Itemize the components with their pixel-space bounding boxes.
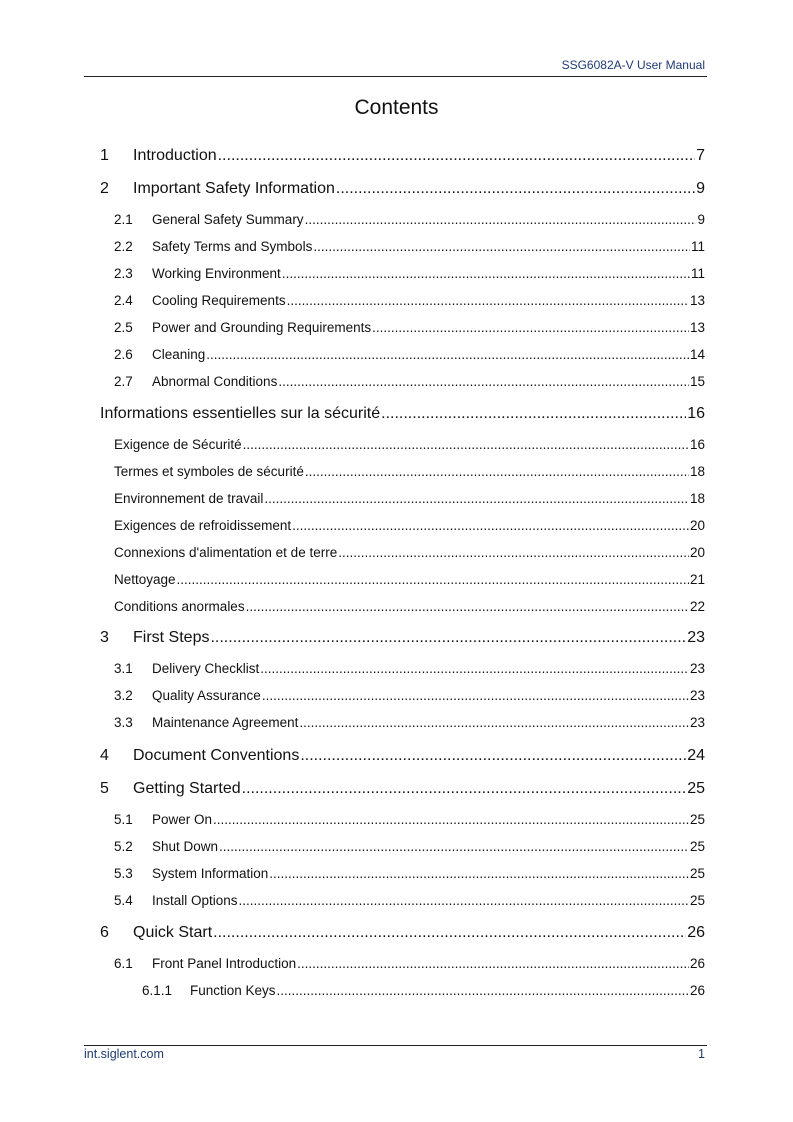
toc-entry[interactable] <box>100 629 705 647</box>
toc-entry-page: 23 <box>689 715 705 730</box>
toc-entry-label: Function Keys <box>190 983 276 998</box>
toc-entry[interactable] <box>114 599 705 614</box>
toc-entry-page: 25 <box>687 780 705 797</box>
toc-leader-dots <box>210 629 686 647</box>
toc-entry-label: First Steps <box>133 629 210 646</box>
toc-entry-page: 23 <box>689 688 705 703</box>
toc-leader-dots <box>282 266 690 281</box>
toc-leader-dots <box>297 956 689 971</box>
toc-entry-label: Power On <box>152 812 213 827</box>
toc-entry[interactable] <box>114 893 705 908</box>
toc-entry-page: 16 <box>689 437 705 452</box>
toc-leader-dots <box>277 983 689 998</box>
toc-entry-number: 3.3 <box>114 715 152 730</box>
toc-entry[interactable] <box>114 374 705 389</box>
toc-entry-label: Nettoyage <box>114 572 176 587</box>
toc-entry-number: 2.3 <box>114 266 152 281</box>
toc-entry-label: Working Environment <box>152 266 281 281</box>
toc-entry[interactable] <box>114 812 705 827</box>
toc-leader-dots <box>243 437 689 452</box>
footer-rule <box>84 1045 707 1046</box>
toc-entry-page: 11 <box>690 266 705 281</box>
toc-entry-number: 2.2 <box>114 239 152 254</box>
toc-entry-page: 20 <box>689 545 705 560</box>
toc-entry-label: Quick Start <box>133 924 213 941</box>
toc-leader-dots <box>313 239 690 254</box>
toc-entry-label: Environnement de travail <box>114 491 264 506</box>
toc-leader-dots <box>372 320 689 335</box>
toc-entry[interactable] <box>114 688 705 703</box>
toc-entry-page: 25 <box>689 866 705 881</box>
toc-entry-page: 20 <box>689 518 705 533</box>
toc-entry[interactable] <box>114 239 705 254</box>
toc-entry-label: Install Options <box>152 893 238 908</box>
toc-entry-page: 14 <box>689 347 705 362</box>
toc-leader-dots <box>278 374 689 389</box>
toc-leader-dots <box>242 780 687 798</box>
toc-entry-page: 9 <box>697 212 705 227</box>
toc-entry-page: 21 <box>689 572 705 587</box>
toc-entry[interactable] <box>114 320 705 335</box>
toc-entry-label: Power and Grounding Requirements <box>152 320 372 335</box>
toc-leader-dots <box>305 212 697 227</box>
header-rule <box>84 76 707 77</box>
toc-entry-number: 5.1 <box>114 812 152 827</box>
toc-entry[interactable] <box>100 780 705 798</box>
toc-entry-page: 22 <box>689 599 705 614</box>
toc-entry-label: Important Safety Information <box>133 180 335 197</box>
footer-link[interactable]: int.siglent.com <box>84 1047 164 1061</box>
header-manual-title: SSG6082A-V User Manual <box>561 58 705 72</box>
toc-leader-dots <box>213 924 686 942</box>
toc-entry-label: Introduction <box>133 147 217 164</box>
toc-entry-number: 2.1 <box>114 212 152 227</box>
toc-entry-label: Shut Down <box>152 839 219 854</box>
toc-entry-number: 1 <box>100 147 133 165</box>
toc-leader-dots <box>305 464 689 479</box>
toc-entry-number: 2.6 <box>114 347 152 362</box>
toc-entry[interactable] <box>100 405 705 423</box>
toc-entry-label: Maintenance Agreement <box>152 715 299 730</box>
toc-leader-dots <box>381 405 686 423</box>
toc-leader-dots <box>336 180 695 198</box>
toc-entry[interactable] <box>114 437 705 452</box>
toc-entry-number: 4 <box>100 747 133 765</box>
toc-entry[interactable] <box>114 715 705 730</box>
toc-entry[interactable] <box>114 572 705 587</box>
toc-entry-number: 5.2 <box>114 839 152 854</box>
toc-leader-dots <box>264 491 689 506</box>
toc-entry-number: 2.4 <box>114 293 152 308</box>
toc-entry[interactable] <box>100 747 705 765</box>
toc-entry-label: System Information <box>152 866 269 881</box>
toc-entry-label: Getting Started <box>133 780 241 797</box>
toc-entry-label: Informations essentielles sur la sécurité <box>100 405 381 422</box>
toc-entry-page: 18 <box>689 464 705 479</box>
toc-leader-dots <box>262 688 689 703</box>
toc-entry-label: Front Panel Introduction <box>152 956 297 971</box>
toc-entry-page: 26 <box>689 956 705 971</box>
toc-entry-label: Termes et symboles de sécurité <box>114 464 304 479</box>
toc-entry[interactable] <box>114 347 705 362</box>
toc-entry-page: 25 <box>689 839 705 854</box>
toc-entry-label: Cleaning <box>152 347 206 362</box>
toc-leader-dots <box>213 812 689 827</box>
toc-leader-dots <box>206 347 689 362</box>
toc-entry-page: 26 <box>687 924 705 941</box>
toc-entry-number: 6.1.1 <box>142 983 190 998</box>
toc-entry-page: 15 <box>689 374 705 389</box>
toc-entry-page: 16 <box>687 405 705 422</box>
toc-leader-dots <box>300 747 686 765</box>
toc-entry-number: 3.1 <box>114 661 152 676</box>
toc-entry-page: 18 <box>689 491 705 506</box>
toc-leader-dots <box>219 839 689 854</box>
toc-entry-page: 24 <box>687 747 705 764</box>
toc-entry[interactable] <box>114 956 705 971</box>
toc-entry[interactable] <box>114 212 705 227</box>
toc-entry-label: Safety Terms and Symbols <box>152 239 313 254</box>
toc-leader-dots <box>260 661 689 676</box>
toc-entry[interactable] <box>114 545 705 560</box>
toc-entry[interactable] <box>114 839 705 854</box>
toc-entry-label: Document Conventions <box>133 747 300 764</box>
toc-leader-dots <box>292 518 689 533</box>
toc-entry-page: 25 <box>689 893 705 908</box>
toc-entry[interactable] <box>114 266 705 281</box>
toc-entry[interactable] <box>142 983 705 998</box>
toc-entry[interactable] <box>114 661 705 676</box>
toc-leader-dots <box>287 293 689 308</box>
toc-entry-label: General Safety Summary <box>152 212 304 227</box>
toc-entry-number: 6 <box>100 924 133 942</box>
toc-entry-page: 23 <box>689 661 705 676</box>
toc-entry-label: Abnormal Conditions <box>152 374 278 389</box>
toc-entry-page: 11 <box>690 239 705 254</box>
toc-entry-page: 13 <box>689 320 705 335</box>
toc-entry-page: 23 <box>687 629 705 646</box>
toc-entry-number: 6.1 <box>114 956 152 971</box>
toc-entry-page: 9 <box>696 180 705 197</box>
toc-entry-label: Exigence de Sécurité <box>114 437 242 452</box>
toc-entry-number: 5.3 <box>114 866 152 881</box>
toc-entry[interactable] <box>100 147 705 165</box>
toc-leader-dots <box>239 893 689 908</box>
toc-entry-number: 3 <box>100 629 133 647</box>
toc-entry-number: 2.5 <box>114 320 152 335</box>
toc-entry-label: Cooling Requirements <box>152 293 286 308</box>
toc-entry-number: 2 <box>100 180 133 198</box>
toc-entry-number: 5.4 <box>114 893 152 908</box>
toc-entry-label: Conditions anormales <box>114 599 245 614</box>
toc-leader-dots <box>218 147 695 165</box>
toc-entry[interactable] <box>114 293 705 308</box>
toc-entry-label: Quality Assurance <box>152 688 261 703</box>
toc-leader-dots <box>269 866 689 881</box>
toc-entry-page: 25 <box>689 812 705 827</box>
toc-leader-dots <box>177 572 689 587</box>
toc-entry-number: 2.7 <box>114 374 152 389</box>
toc-entry-label: Delivery Checklist <box>152 661 260 676</box>
toc-entry[interactable] <box>114 518 705 533</box>
toc-entry[interactable] <box>114 464 705 479</box>
toc-entry-page: 7 <box>696 147 705 164</box>
toc-entry-label: Connexions d'alimentation et de terre <box>114 545 338 560</box>
toc-entry-label: Exigences de refroidissement <box>114 518 292 533</box>
footer-page-number: 1 <box>698 1047 705 1061</box>
toc-entry-page: 26 <box>689 983 705 998</box>
toc-leader-dots <box>299 715 689 730</box>
toc-entry[interactable] <box>100 924 705 942</box>
toc-leader-dots <box>338 545 689 560</box>
toc-leader-dots <box>246 599 689 614</box>
toc-entry-number: 3.2 <box>114 688 152 703</box>
toc-entry[interactable] <box>114 866 705 881</box>
toc-entry-page: 13 <box>689 293 705 308</box>
toc-entry[interactable] <box>114 491 705 506</box>
toc-entry[interactable] <box>100 180 705 198</box>
page-title: Contents <box>354 96 439 119</box>
toc-entry-number: 5 <box>100 780 133 798</box>
